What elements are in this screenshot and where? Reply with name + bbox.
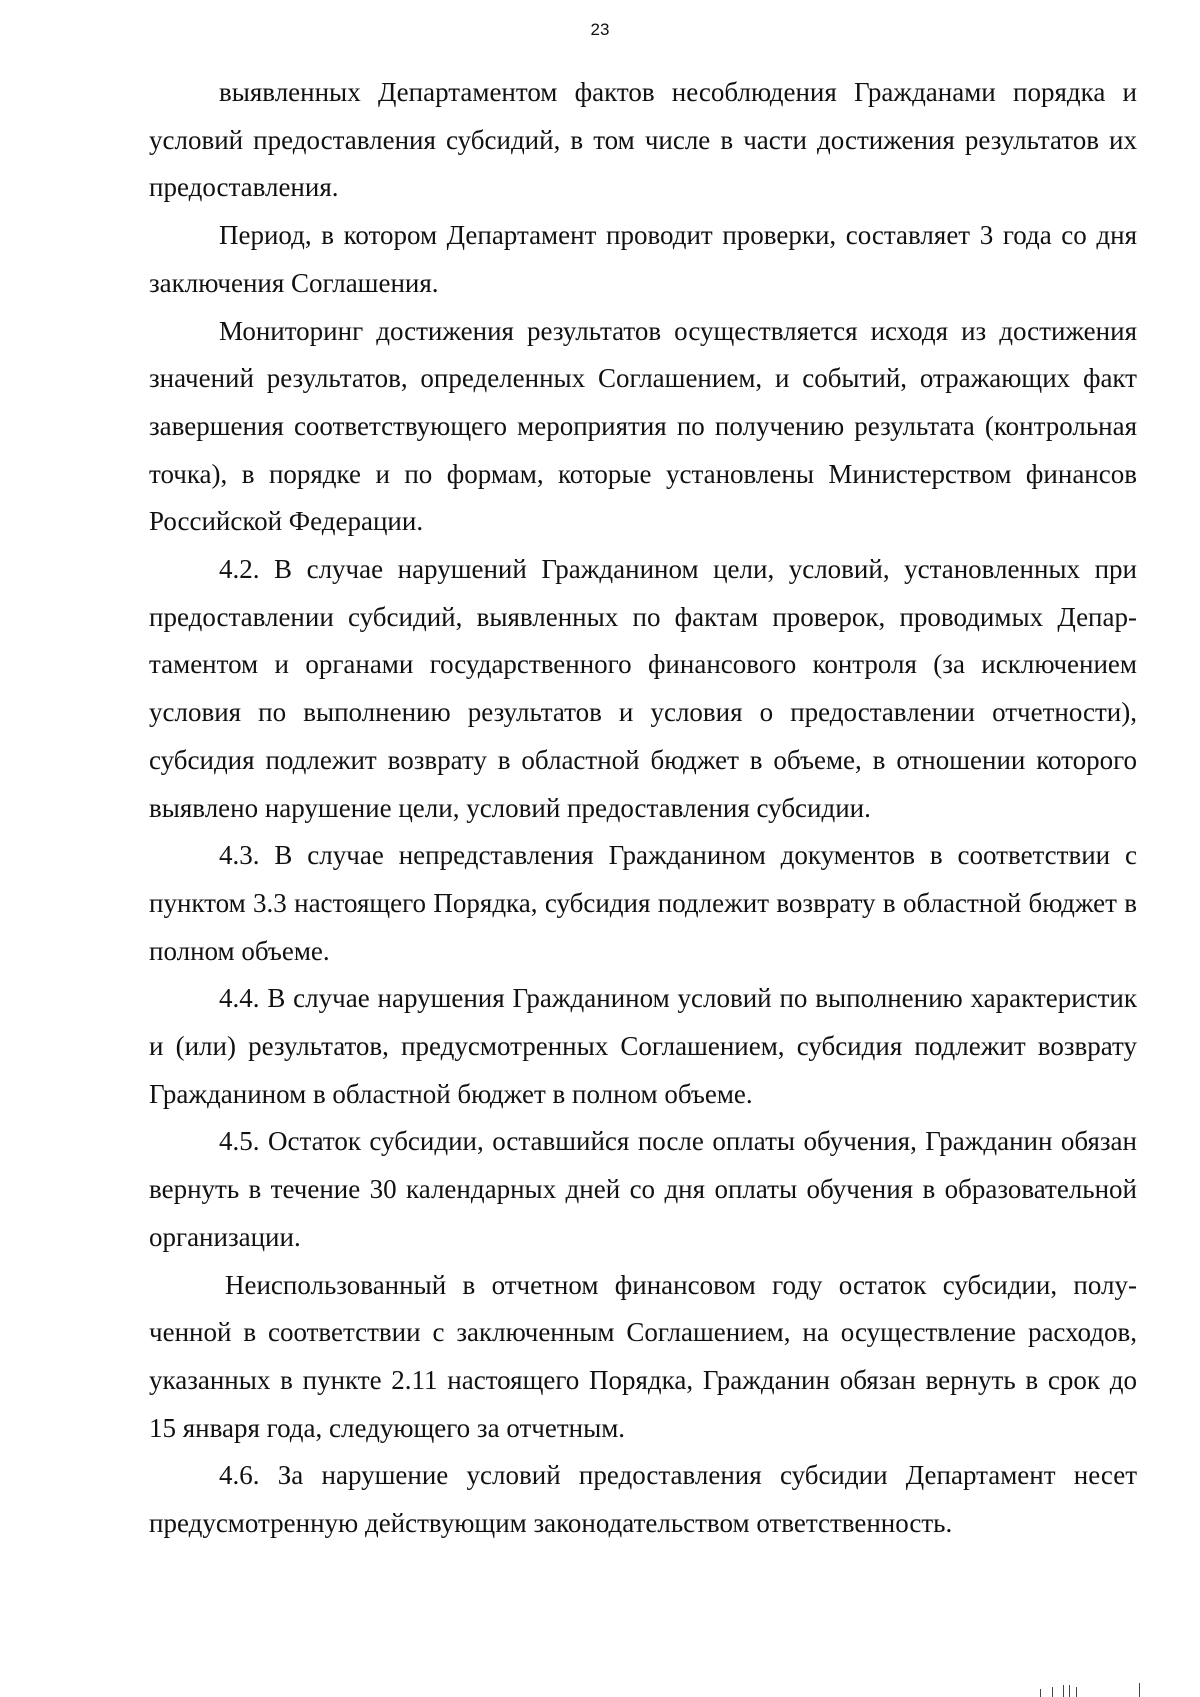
scan-edge-marks [1000,1677,1200,1697]
paragraph-2: Период, в котором Департамент проводит проверки, составляет 3 года со дня заключения Соглашения. [149,220,1137,298]
paragraph-3: Мониторинг достижения результатов осуществляется исходя из достижения значений результатов, определенных Соглашением, и событий, отражающих факт завершения соответствующего мероприятия по получению результата (контрольная точка), в порядке и по формам, которые установлены Министерством финансов Российской Федерации. [149,315,1137,537]
paragraph-4-3: 4.3. В случае непредставления Гражданином документов в соответствии с пунктом 3.3 настоящего Порядка, субсидия подлежит возврату в областной бюджет в полном объеме. [149,840,1137,966]
paragraph-4-4: 4.4. В случае нарушения Гражданином условий по выполнению характеристик и (или) результатов, предусмотренных Соглашением, субсидия подлежит возврату Гражданином в областной бюджет в полном объеме. [149,983,1137,1109]
page-number: 23 [590,20,610,39]
paragraph-4-2: 4.2. В случае нарушений Гражданином цели, условий, установленных при предоставлении субсидий, выявленных по фактам проверок, проводимых Департаментом и органами государственного финансового контроля (за исключением условия по выполнению результатов и условия о предоставлении отчетности), субсидия подлежит возврату в областной бюджет в объеме, в отношении которого выявлено нарушение цели, условий предоставления субсидии. [149,554,1137,823]
paragraph-unused-balance: Неиспользованный в отчетном финансовом году остаток субсидии, полученной в соответствии с заключенным Соглашением, на осуществление расходов, указанных в пункте 2.11 настоящего Порядка, Гражданин обязан вернуть в срок до 15 января года, следующего за отчетным. [149,1269,1137,1443]
paragraph-4-5: 4.5. Остаток субсидии, оставшийся после оплаты обучения, Гражданин обязан вернуть в течение 30 календарных дней со дня оплаты обучения в образовательной организации. [149,1126,1137,1252]
paragraph-1: выявленных Департаментом фактов несоблюдения Гражданами порядка и условий предоставления субсидий, в том числе в части достижения результатов их предоставления. [149,77,1137,203]
paragraph-4-6: 4.6. За нарушение условий предоставления субсидии Департамент несет предусмотренную действующим законодательством ответственность. [149,1460,1137,1539]
document-body [149,69,1137,1548]
